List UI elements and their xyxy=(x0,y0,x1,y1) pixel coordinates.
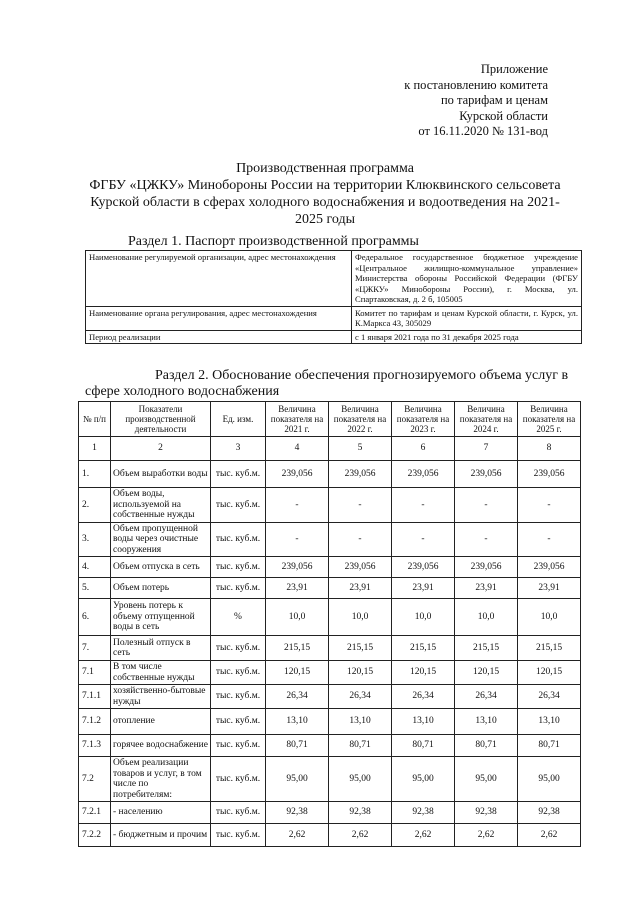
unit: тыс. куб.м. xyxy=(211,557,266,578)
title-line: Курской области в сферах холодного водоснабжения и водоотведения на 2021- xyxy=(90,195,560,210)
indicator-value: 2,62 xyxy=(455,824,518,847)
table-row xyxy=(79,735,581,757)
column-header: Величина показателя на 2022 г. xyxy=(329,402,392,437)
passport-row xyxy=(86,251,582,307)
indicator-name: хозяйственно-бытовые нужды xyxy=(111,685,211,709)
indicator-value: 80,71 xyxy=(518,735,581,757)
indicator-value: 120,15 xyxy=(392,661,455,685)
title-line: Производственная программа xyxy=(236,161,414,176)
unit: тыс. куб.м. xyxy=(211,802,266,824)
table-header-row xyxy=(79,402,581,437)
column-index: 8 xyxy=(518,437,581,461)
unit: тыс. куб.м. xyxy=(211,685,266,709)
indicator-value: 239,056 xyxy=(518,461,581,488)
indicator-value: 26,34 xyxy=(518,685,581,709)
column-index: 6 xyxy=(392,437,455,461)
indicator-value: 13,10 xyxy=(518,709,581,735)
indicator-value: 215,15 xyxy=(266,636,329,661)
unit: тыс. куб.м. xyxy=(211,735,266,757)
column-header: Величина показателя на 2023 г. xyxy=(392,402,455,437)
indicator-value: 95,00 xyxy=(329,757,392,802)
indicator-name: Объем выработки воды xyxy=(111,461,211,488)
indicator-value: - xyxy=(518,522,581,557)
indicator-name: Объем пропущенной воды через очистные сооружения xyxy=(111,522,211,557)
indicator-name: - бюджетным и прочим xyxy=(111,824,211,847)
appendix-line: по тарифам и ценам xyxy=(440,93,548,108)
indicator-value: 26,34 xyxy=(266,685,329,709)
indicator-value: 95,00 xyxy=(392,757,455,802)
passport-table xyxy=(85,250,582,344)
indicator-value: 80,71 xyxy=(329,735,392,757)
indicator-value: 95,00 xyxy=(455,757,518,802)
table-row xyxy=(79,522,581,557)
indicator-value: - xyxy=(455,522,518,557)
indicator-name: Объем отпуска в сеть xyxy=(111,557,211,578)
table-row xyxy=(79,661,581,685)
table-row xyxy=(79,599,581,636)
indicator-value: 10,0 xyxy=(518,599,581,636)
indicator-value: 95,00 xyxy=(266,757,329,802)
table-row xyxy=(79,557,581,578)
passport-value: Федеральное государственное бюджетное учреждение «Центральное жилищно-коммунальное управление» Министерства обороны Российской Федерации (ФГБУ «ЦЖКУ» Минобороны России), г. Москва, ул. Спартаковская, д. 2 б, 105005 xyxy=(352,251,582,307)
unit: тыс. куб.м. xyxy=(211,522,266,557)
indicator-value: 2,62 xyxy=(518,824,581,847)
unit: тыс. куб.м. xyxy=(211,661,266,685)
column-header: Величина показателя на 2021 г. xyxy=(266,402,329,437)
indicator-value: 215,15 xyxy=(518,636,581,661)
indicator-value: 23,91 xyxy=(329,578,392,599)
indicator-value: 23,91 xyxy=(455,578,518,599)
indicator-value: 239,056 xyxy=(455,557,518,578)
passport-value: Комитет по тарифам и ценам Курской области, г. Курск, ул. К.Маркса 43, 305029 xyxy=(352,306,582,330)
table-row xyxy=(79,488,581,523)
indicator-value: 215,15 xyxy=(392,636,455,661)
column-header: Величина показателя на 2024 г. xyxy=(455,402,518,437)
indicator-value: 13,10 xyxy=(329,709,392,735)
row-number: 1. xyxy=(79,461,111,488)
row-number: 6. xyxy=(79,599,111,636)
row-number: 3. xyxy=(79,522,111,557)
row-number: 5. xyxy=(79,578,111,599)
indicator-value: 26,34 xyxy=(392,685,455,709)
indicator-name: горячее водоснабжение xyxy=(111,735,211,757)
indicator-value: 13,10 xyxy=(266,709,329,735)
indicator-value: 10,0 xyxy=(266,599,329,636)
indicator-value: 26,34 xyxy=(329,685,392,709)
indicator-value: 92,38 xyxy=(392,802,455,824)
indicator-value: 120,15 xyxy=(329,661,392,685)
indicator-value: 239,056 xyxy=(329,461,392,488)
indicator-value: - xyxy=(392,488,455,523)
indicator-value: - xyxy=(266,522,329,557)
row-number: 4. xyxy=(79,557,111,578)
indicator-value: 10,0 xyxy=(455,599,518,636)
table-row xyxy=(79,824,581,847)
passport-row xyxy=(86,330,582,344)
column-header: № п/п xyxy=(79,402,111,437)
table-row xyxy=(79,802,581,824)
indicator-value: 26,34 xyxy=(455,685,518,709)
row-number: 7. xyxy=(79,636,111,661)
indicator-value: 120,15 xyxy=(455,661,518,685)
indicator-value: 80,71 xyxy=(266,735,329,757)
column-index: 3 xyxy=(211,437,266,461)
indicator-value: 239,056 xyxy=(392,461,455,488)
column-header: Величина показателя на 2025 г. xyxy=(518,402,581,437)
passport-row xyxy=(86,306,582,330)
passport-label: Период реализации xyxy=(86,330,352,344)
table-row xyxy=(79,636,581,661)
section2-heading-line: Раздел 2. Обоснование обеспечения прогнозируемого объема услуг в xyxy=(155,368,569,383)
indicator-value: 92,38 xyxy=(518,802,581,824)
section2-heading-line: сфере холодного водоснабжения xyxy=(85,384,280,399)
table-row xyxy=(79,685,581,709)
indicator-name: Уровень потерь к объему отпущенной воды в сеть xyxy=(111,599,211,636)
indicator-value: 239,056 xyxy=(518,557,581,578)
indicator-value: - xyxy=(329,488,392,523)
table-row xyxy=(79,461,581,488)
indicator-value: - xyxy=(329,522,392,557)
table-row xyxy=(79,578,581,599)
title-line: ФГБУ «ЦЖКУ» Минобороны России на территории Клюквинского сельсовета xyxy=(89,178,561,193)
indicator-value: 239,056 xyxy=(266,557,329,578)
indicator-value: 239,056 xyxy=(455,461,518,488)
document-title xyxy=(70,160,580,228)
column-index: 2 xyxy=(111,437,211,461)
appendix-block xyxy=(358,62,548,140)
appendix-line: Курской области xyxy=(459,108,548,123)
indicator-value: 120,15 xyxy=(518,661,581,685)
unit: тыс. куб.м. xyxy=(211,578,266,599)
unit: тыс. куб.м. xyxy=(211,636,266,661)
row-number: 2. xyxy=(79,488,111,523)
indicator-value: 23,91 xyxy=(392,578,455,599)
column-header: Ед. изм. xyxy=(211,402,266,437)
indicator-name: Объем воды, используемой на собственные нужды xyxy=(111,488,211,523)
indicator-name: Объем реализации товаров и услуг, в том числе по потребителям: xyxy=(111,757,211,802)
indicator-value: 239,056 xyxy=(392,557,455,578)
indicator-name: отопление xyxy=(111,709,211,735)
indicator-name: Полезный отпуск в сеть xyxy=(111,636,211,661)
passport-label: Наименование органа регулирования, адрес местонахождения xyxy=(86,306,352,330)
row-number: 7.2.2 xyxy=(79,824,111,847)
indicator-value: 120,15 xyxy=(266,661,329,685)
indicator-value: - xyxy=(266,488,329,523)
indicator-value: - xyxy=(518,488,581,523)
indicator-value: 239,056 xyxy=(266,461,329,488)
table-row xyxy=(79,709,581,735)
unit: тыс. куб.м. xyxy=(211,461,266,488)
unit: тыс. куб.м. xyxy=(211,824,266,847)
column-header: Показатели производственной деятельности xyxy=(111,402,211,437)
indicator-value: 23,91 xyxy=(266,578,329,599)
appendix-line: Приложение xyxy=(480,62,548,76)
passport-value: с 1 января 2021 года по 31 декабря 2025 года xyxy=(352,330,582,344)
indicator-value: 80,71 xyxy=(455,735,518,757)
section1-heading: Раздел 1. Паспорт производственной программы xyxy=(128,234,419,249)
indicator-value: - xyxy=(392,522,455,557)
indicator-value: 10,0 xyxy=(329,599,392,636)
unit: тыс. куб.м. xyxy=(211,709,266,735)
column-index-row xyxy=(79,437,581,461)
unit: тыс. куб.м. xyxy=(211,488,266,523)
section2-heading xyxy=(85,368,590,400)
indicator-value: 13,10 xyxy=(455,709,518,735)
indicator-name: В том числе собственные нужды xyxy=(111,661,211,685)
row-number: 7.1 xyxy=(79,661,111,685)
unit: % xyxy=(211,599,266,636)
indicator-value: 239,056 xyxy=(329,557,392,578)
column-index: 4 xyxy=(266,437,329,461)
row-number: 7.1.2 xyxy=(79,709,111,735)
indicator-name: - населению xyxy=(111,802,211,824)
indicator-value: 23,91 xyxy=(518,578,581,599)
appendix-line: от 16.11.2020 № 131-вод xyxy=(418,124,548,139)
indicator-value: 13,10 xyxy=(392,709,455,735)
row-number: 7.2.1 xyxy=(79,802,111,824)
indicator-value: 2,62 xyxy=(329,824,392,847)
indicator-name: Объем потерь xyxy=(111,578,211,599)
indicator-value: 2,62 xyxy=(392,824,455,847)
indicator-value: 215,15 xyxy=(455,636,518,661)
column-index: 1 xyxy=(79,437,111,461)
row-number: 7.1.1 xyxy=(79,685,111,709)
indicator-value: 92,38 xyxy=(329,802,392,824)
indicator-value: 95,00 xyxy=(518,757,581,802)
table-row xyxy=(79,757,581,802)
appendix-line: к постановлению комитета xyxy=(404,77,548,92)
indicator-value: - xyxy=(455,488,518,523)
indicator-value: 92,38 xyxy=(455,802,518,824)
column-index: 7 xyxy=(455,437,518,461)
indicator-value: 10,0 xyxy=(392,599,455,636)
indicator-value: 80,71 xyxy=(392,735,455,757)
unit: тыс. куб.м. xyxy=(211,757,266,802)
row-number: 7.2 xyxy=(79,757,111,802)
column-index: 5 xyxy=(329,437,392,461)
indicator-value: 2,62 xyxy=(266,824,329,847)
indicator-value: 215,15 xyxy=(329,636,392,661)
passport-label: Наименование регулируемой организации, адрес местонахождения xyxy=(86,251,352,307)
row-number: 7.1.3 xyxy=(79,735,111,757)
production-table xyxy=(78,401,581,847)
indicator-value: 92,38 xyxy=(266,802,329,824)
title-line: 2025 годы xyxy=(294,212,356,227)
